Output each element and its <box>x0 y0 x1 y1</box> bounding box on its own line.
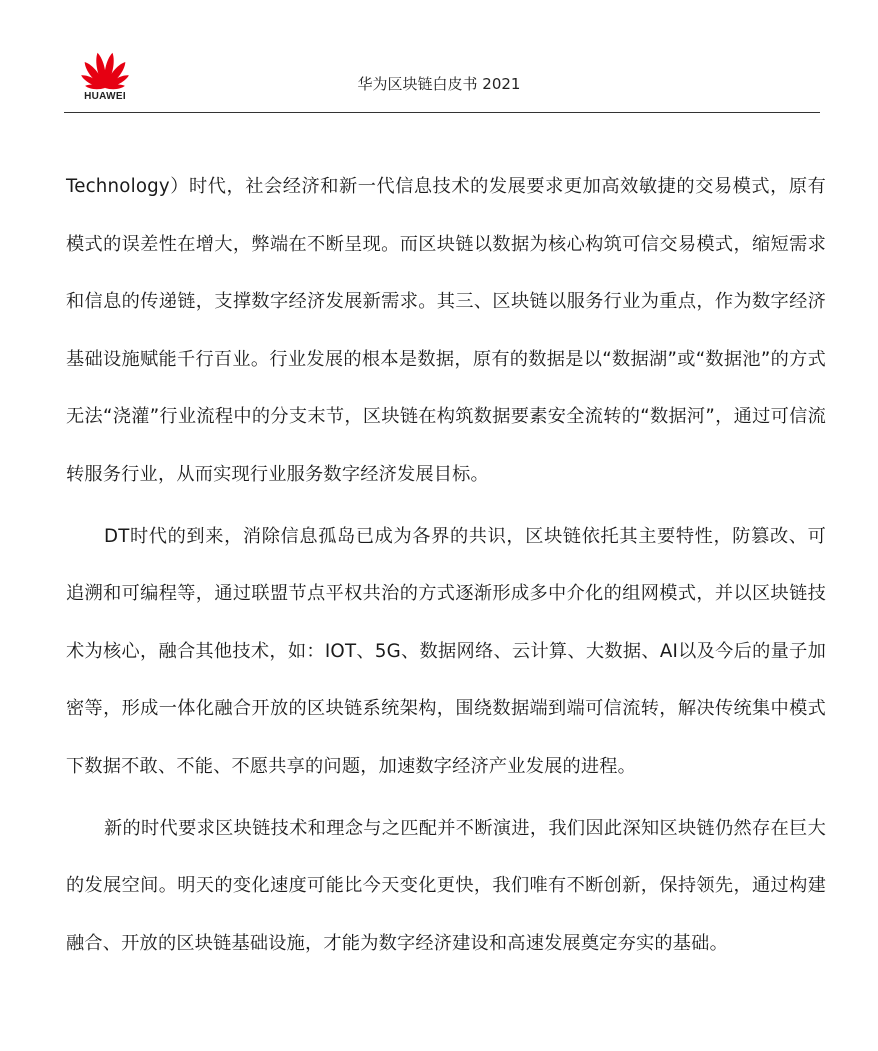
paragraph-3: 新的时代要求区块链技术和理念与之匹配并不断演进，我们因此深知区块链仍然存在巨大的发展空间。明天的变化速度可能比今天变化更快，我们唯有不断创新，保持领先，通过构建融合、开放的区块链基础设施，才能为数字经济建设和高速发展奠定夯实的基础。 <box>66 817 826 954</box>
page-header <box>0 0 878 115</box>
document-title: 华为区块链白皮书 2021 <box>357 75 521 93</box>
header-divider <box>64 112 820 113</box>
paragraph-2: DT时代的到来，消除信息孤岛已成为各界的共识，区块链依托其主要特性，防篡改、可追溯和可编程等，通过联盟节点平权共治的方式逐渐形成多中介化的组网模式，并以区块链技术为核心，融合其他技术，如：IOT、5G、数据网络、云计算、大数据、AI以及今后的量子加密等，形成一体化融合开放的区块链系统架构，围绕数据端到端可信流转，解决传统集中模式下数据不敢、不能、不愿共享的问题，加速数字经济产业发展的进程。 <box>66 525 826 777</box>
paragraph-1: Technology）时代，社会经济和新一代信息技术的发展要求更加高效敏捷的交易模式，原有模式的误差性在增大，弊端在不断呈现。而区块链以数据为核心构筑可信交易模式，缩短需求和信息的传递链，支撑数字经济发展新需求。其三、区块链以服务行业为重点，作为数字经济基础设施赋能千行百业。行业发展的根本是数据，原有的数据是以“数据湖”或“数据池”的方式无法“浇灌”行业流程中的分支末节，区块链在构筑数据要素安全流转的“数据河”，通过可信流转服务行业，从而实现行业服务数字经济发展目标。 <box>66 176 826 485</box>
logo-wordmark: HUAWEI <box>84 91 126 102</box>
body-content <box>66 158 826 972</box>
